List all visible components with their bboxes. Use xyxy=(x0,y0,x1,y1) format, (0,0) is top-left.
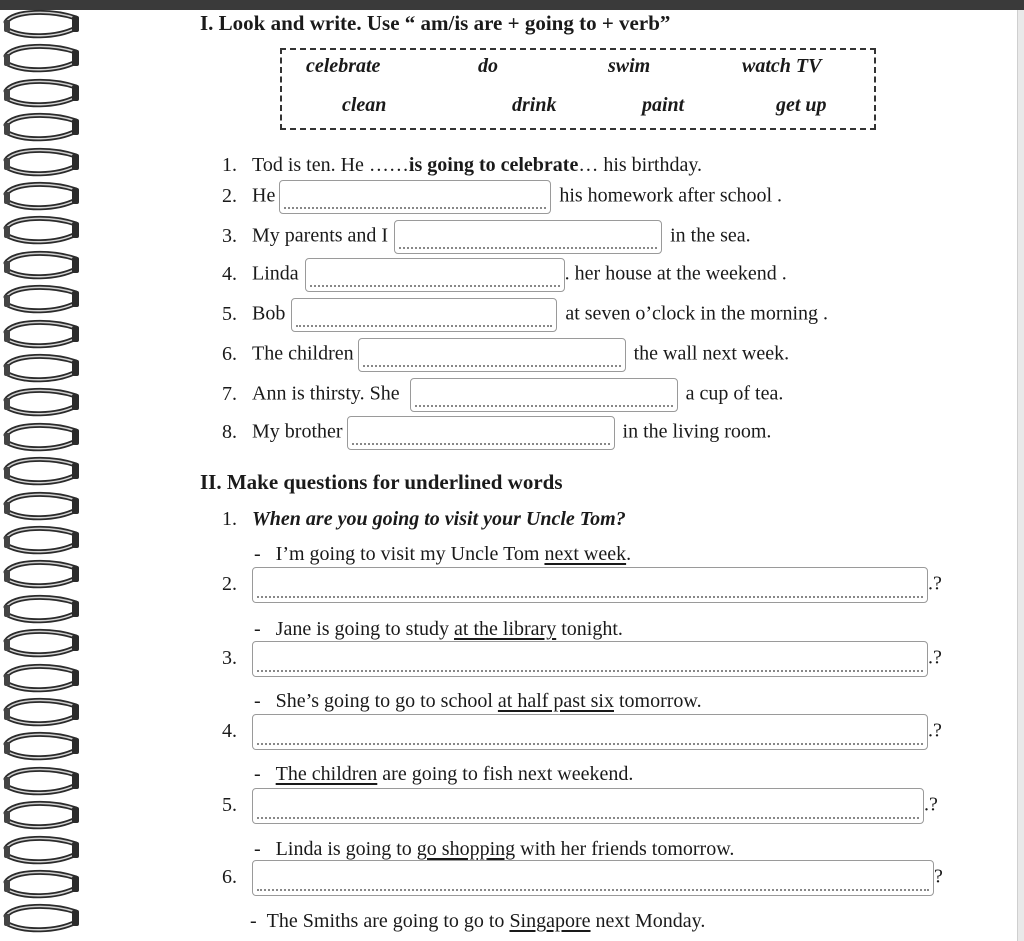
exercise1-item: 7. Ann is thirsty. She a cup of tea. xyxy=(222,378,783,412)
page-edge xyxy=(1017,10,1024,941)
answer-blank[interactable] xyxy=(410,378,678,412)
spiral-coil xyxy=(0,868,84,904)
spiral-coil xyxy=(0,283,84,319)
word-bank-item: clean xyxy=(342,94,387,116)
spiral-coil xyxy=(0,524,84,560)
word-bank-item: swim xyxy=(608,55,651,77)
spiral-coil xyxy=(0,558,84,594)
question-blank[interactable] xyxy=(252,567,928,603)
exercise1-item: 6. The children the wall next week. xyxy=(222,338,789,372)
question-blank[interactable] xyxy=(252,641,928,677)
section1-title: I. Look and write. Use “ am/is are + going to + verb” xyxy=(200,11,671,35)
answer-blank[interactable] xyxy=(347,416,615,450)
top-bar xyxy=(0,0,1024,10)
word-bank-item: drink xyxy=(512,94,557,116)
answer-blank[interactable] xyxy=(279,180,551,214)
question-blank[interactable] xyxy=(252,788,924,824)
answer-blank[interactable] xyxy=(394,220,662,254)
spiral-coil xyxy=(0,627,84,663)
word-bank-item: get up xyxy=(776,94,827,116)
word-bank-item: celebrate xyxy=(306,55,381,77)
spiral-coil xyxy=(0,146,84,182)
spiral-coil xyxy=(0,214,84,250)
spiral-coil xyxy=(0,696,84,732)
spiral-coil xyxy=(0,386,84,422)
question-row: 6. ? xyxy=(222,860,943,896)
spiral-coil xyxy=(0,318,84,354)
example-answer-line: - I’m going to visit my Uncle Tom next week. xyxy=(254,543,632,565)
example-question: 1. When are you going to visit your Uncle Tom? xyxy=(222,508,626,530)
spiral-coil xyxy=(0,111,84,147)
question-row: 5. .? xyxy=(222,788,938,824)
word-bank-item: do xyxy=(478,55,498,77)
answer-blank[interactable] xyxy=(291,298,557,332)
question-row: 4. .? xyxy=(222,714,942,750)
answer-line: - The children are going to fish next weekend. xyxy=(254,763,634,785)
spiral-binding xyxy=(0,8,84,941)
exercise1-item: 1. Tod is ten. He ……is going to celebrate… his birthday. xyxy=(222,154,703,176)
spiral-coil xyxy=(0,902,84,938)
exercise1-item: 2. He his homework after school . xyxy=(222,180,782,214)
spiral-coil xyxy=(0,77,84,113)
spiral-coil xyxy=(0,799,84,835)
exercise1-item: 4. Linda . her house at the weekend . xyxy=(222,258,787,292)
question-blank[interactable] xyxy=(252,860,934,896)
spiral-coil xyxy=(0,42,84,78)
spiral-coil xyxy=(0,765,84,801)
answer-line: - The Smiths are going to go to Singapore next Monday. xyxy=(250,910,706,932)
spiral-coil xyxy=(0,490,84,526)
spiral-coil xyxy=(0,730,84,766)
spiral-coil xyxy=(0,249,84,285)
question-row: 2. .? xyxy=(222,567,942,603)
example-answer: is going to celebrate xyxy=(408,154,579,176)
exercise1-item: 5. Bob at seven o’clock in the morning . xyxy=(222,298,828,332)
word-bank-item: watch TV xyxy=(742,55,822,77)
spiral-coil xyxy=(0,834,84,870)
section2-title: II. Make questions for underlined words xyxy=(200,470,563,494)
spiral-coil xyxy=(0,180,84,216)
question-blank[interactable] xyxy=(252,714,928,750)
spiral-coil xyxy=(0,8,84,44)
answer-blank[interactable] xyxy=(305,258,565,292)
spiral-coil xyxy=(0,455,84,491)
question-row: 3. .? xyxy=(222,641,942,677)
spiral-coil xyxy=(0,662,84,698)
word-bank-item: paint xyxy=(642,94,685,116)
word-bank xyxy=(280,48,876,130)
spiral-coil xyxy=(0,593,84,629)
answer-line: - Jane is going to study at the library tonight. xyxy=(254,618,623,640)
answer-blank[interactable] xyxy=(358,338,626,372)
exercise1-item: 3. My parents and I in the sea. xyxy=(222,220,751,254)
exercise1-item: 8. My brother in the living room. xyxy=(222,416,771,450)
spiral-coil xyxy=(0,352,84,388)
spiral-coil xyxy=(0,421,84,457)
answer-line: - She’s going to go to school at half past six tomorrow. xyxy=(254,690,702,712)
answer-line: - Linda is going to go shopping with her friends tomorrow. xyxy=(254,838,735,860)
